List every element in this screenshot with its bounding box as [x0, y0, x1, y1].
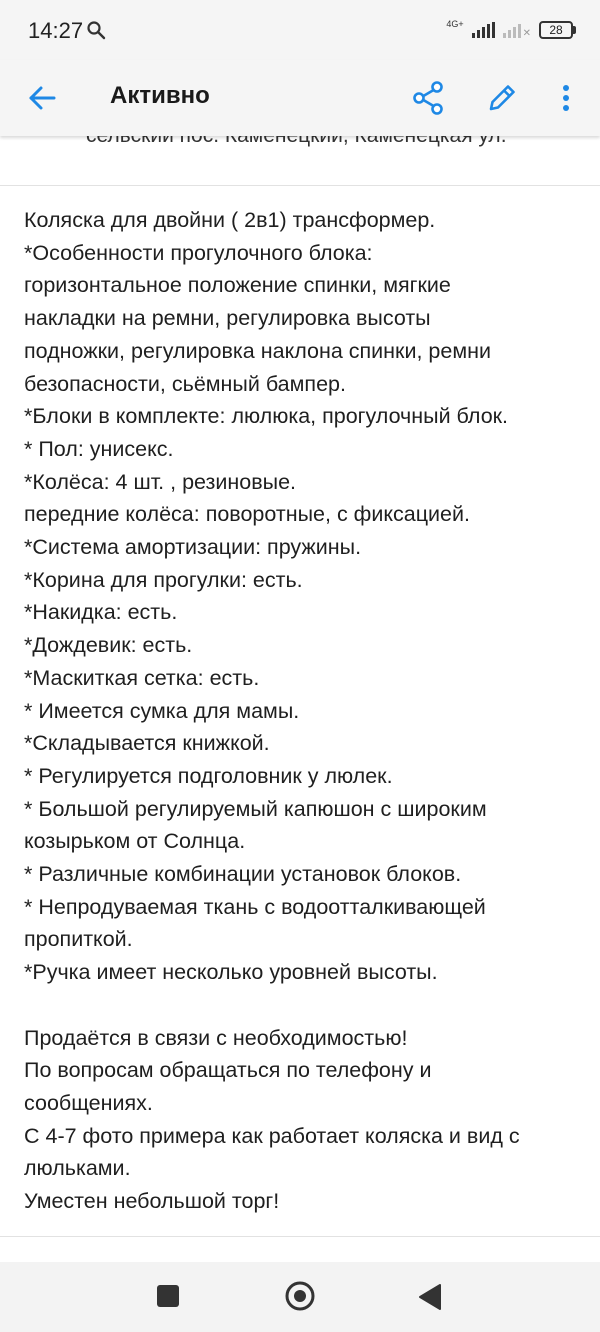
description-line: *Складывается книжкой.: [24, 731, 270, 756]
description-line: С 4-7 фото примера как работает коляска и вид с: [24, 1123, 520, 1148]
description-line: *Блоки в комплекте: люлюка, прогулочный блок.: [24, 404, 509, 429]
description-line: *Маскиткая сетка: есть.: [24, 665, 260, 690]
listing-description: [24, 204, 580, 1218]
description-line: безопасности, сьёмный бампер.: [24, 371, 346, 396]
description-line: [24, 989, 580, 1022]
signal-strength-sim2-icon: [503, 22, 521, 38]
signal-strength-icon: [472, 22, 495, 38]
app-bar: [0, 60, 600, 136]
page-title: Активно: [110, 82, 210, 109]
description-line: передние колёса: поворотные, с фиксацией.: [24, 502, 470, 527]
description-line: Продаётся в связи с необходимостью!: [24, 1025, 408, 1050]
battery-icon: [539, 21, 576, 39]
status-indicators: [446, 16, 576, 44]
description-line: сообщениях.: [24, 1090, 153, 1115]
description-line: *Система амортизации: пружины.: [24, 535, 362, 560]
divider: [0, 1236, 600, 1237]
description-line: люльками.: [24, 1156, 131, 1181]
description-line: По вопросам обращаться по телефону и: [24, 1058, 432, 1083]
description-line: *Колёса: 4 шт. , резиновые.: [24, 469, 297, 494]
battery-level: 28: [539, 21, 573, 39]
network-type-label: 4G+: [446, 18, 464, 29]
description-line: * Непродуваемая ткань с водоотталкивающей: [24, 894, 486, 919]
no-signal-x-icon: ✕: [522, 27, 531, 39]
description-line: * Большой регулируемый капюшон с широким: [24, 796, 487, 821]
description-line: * Пол: унисекс.: [24, 436, 174, 461]
description-line: *Накидка: есть.: [24, 600, 178, 625]
description-line: *Дождевик: есть.: [24, 633, 193, 658]
description-line: *Ручка имеет несколько уровней высоты.: [24, 960, 438, 985]
description-line: * Различные комбинации установок блоков.: [24, 862, 462, 887]
status-time: 14:27: [28, 18, 84, 43]
description-line: Уместен небольшой торг!: [24, 1189, 280, 1214]
description-line: накладки на ремни, регулировка высоты: [24, 306, 431, 331]
recent-apps-icon[interactable]: [157, 1285, 179, 1307]
description-line: пропиткой.: [24, 927, 133, 952]
description-line: *Корина для прогулки: есть.: [24, 567, 303, 592]
nav-back-icon[interactable]: [418, 1283, 442, 1311]
arrow-back-icon[interactable]: [24, 80, 60, 116]
more-vert-icon[interactable]: [552, 78, 580, 118]
system-nav-bar: [0, 1262, 600, 1332]
description-line: *Особенности прогулочного блока:: [24, 240, 373, 265]
status-bar: [0, 0, 600, 60]
description-line: Коляска для двойни ( 2в1) трансформер.: [24, 208, 436, 232]
search-icon: [86, 20, 106, 40]
share-icon[interactable]: [408, 78, 448, 118]
home-icon[interactable]: [284, 1280, 316, 1312]
description-line: * Регулируется подголовник у люлек.: [24, 763, 393, 788]
description-line: горизонтальное положение спинки, мягкие: [24, 273, 451, 298]
description-line: козырьком от Солнца.: [24, 829, 246, 854]
description-line: * Имеется сумка для мамы.: [24, 698, 300, 723]
description-line: подножки, регулировка наклона спинки, ремни: [24, 338, 491, 363]
pencil-icon[interactable]: [482, 78, 522, 118]
